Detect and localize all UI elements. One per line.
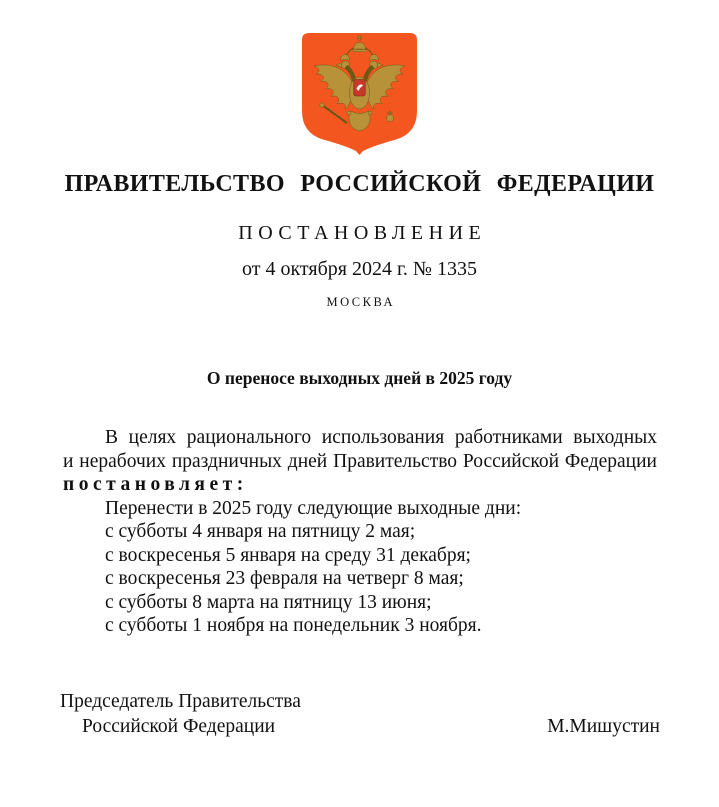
document-body bbox=[63, 426, 657, 638]
document-date-number bbox=[0, 258, 719, 281]
document-type-text: ПОСТАНОВЛЕНИЕ bbox=[238, 222, 487, 244]
document-title bbox=[0, 368, 719, 389]
transfer-item: с субботы 8 марта на пятницу 13 июня; bbox=[105, 591, 432, 613]
transfer-item: с субботы 4 января на пятницу 2 мая; bbox=[105, 521, 416, 542]
organization-name bbox=[0, 171, 719, 198]
organization-name-text: ПРАВИТЕЛЬСТВО РОССИЙСКОЙ ФЕДЕРАЦИИ bbox=[64, 171, 655, 197]
document-city bbox=[0, 295, 719, 310]
signature-position-line-1: Председатель Правительства bbox=[60, 691, 301, 712]
signature-position bbox=[60, 689, 301, 739]
document-title-text: О переносе выходных дней в 2025 году bbox=[206, 368, 513, 388]
signature-block bbox=[60, 689, 660, 739]
russian-coat-of-arms-icon bbox=[302, 33, 417, 155]
transfer-item: с воскресенья 5 января на среду 31 декабря; bbox=[105, 544, 471, 566]
transfer-item: с субботы 1 ноября на понедельник 3 ноября. bbox=[105, 615, 482, 636]
document-city-text: МОСКВА bbox=[326, 295, 396, 309]
transfer-list-intro: Перенести в 2025 году следующие выходные дни: bbox=[105, 497, 522, 519]
document-date-number-text: от 4 октября 2024 г. № 1335 bbox=[241, 258, 477, 280]
intro-paragraph-line-2: и нерабочих праздничных дней Правительство Российской Федерации bbox=[63, 450, 657, 472]
intro-paragraph-line-1: В целях рационального использования работниками выходных bbox=[105, 427, 657, 448]
signature-name: М.Мишустин bbox=[547, 716, 660, 737]
decree-word: постановляет: bbox=[63, 474, 248, 495]
signature-position-line-2: Российской Федерации bbox=[82, 716, 276, 737]
document-type-heading bbox=[0, 222, 719, 245]
coat-of-arms-svg bbox=[302, 33, 417, 155]
transfer-item: с воскресенья 23 февраля на четверг 8 мая; bbox=[105, 568, 464, 589]
